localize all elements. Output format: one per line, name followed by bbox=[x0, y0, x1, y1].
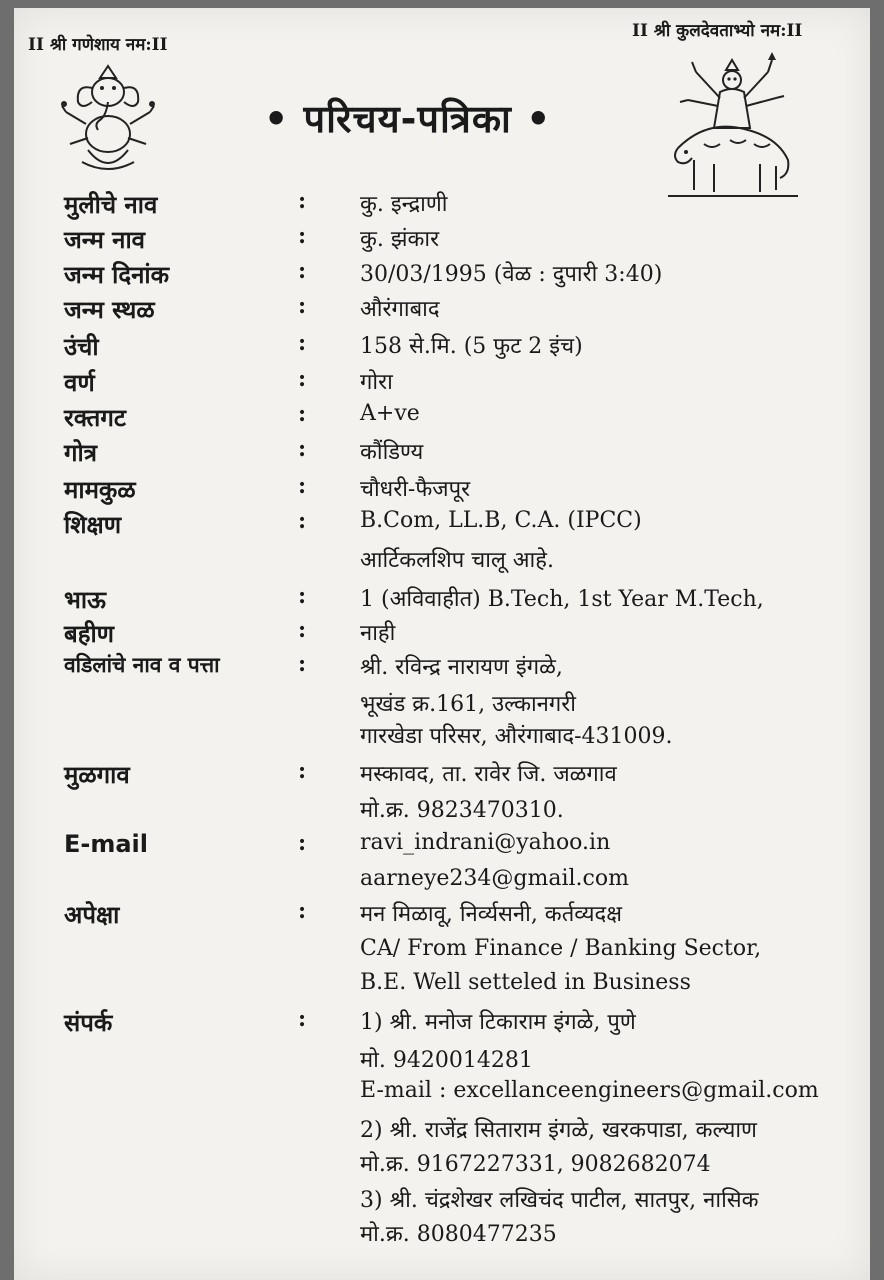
field-colon: : bbox=[298, 473, 307, 499]
field-row bbox=[14, 758, 870, 794]
field-value: A+ve bbox=[360, 401, 420, 426]
field-colon: : bbox=[298, 223, 307, 249]
field-row bbox=[14, 583, 870, 619]
field-value: मन मिळावू, निर्व्यसनी, कर्तव्यदक्ष bbox=[360, 902, 622, 927]
field-label: उंची bbox=[64, 333, 99, 361]
field-value: कु. झंकार bbox=[360, 227, 440, 252]
field-colon: : bbox=[298, 366, 307, 392]
field-row bbox=[14, 1006, 870, 1042]
field-label: E-mail bbox=[64, 830, 149, 858]
field-label: अपेक्षा bbox=[64, 901, 120, 929]
field-value-continuation: मो.क्र. 9167227331, 9082682074 bbox=[360, 1152, 711, 1177]
field-label: मुलीचे नाव bbox=[64, 191, 158, 219]
kuldevta-invocation: II श्री कुलदेवताभ्यो नम:II bbox=[632, 21, 803, 41]
field-colon: : bbox=[298, 758, 307, 784]
field-value-continuation: 2) श्री. राजेंद्र सिताराम इंगळे, खरकपाडा, कल्याण bbox=[360, 1118, 757, 1143]
field-row bbox=[14, 617, 870, 653]
field-value: मस्कावद, ता. रावेर जि. जळगाव bbox=[360, 762, 617, 787]
field-value-continuation: भूखंड क्र.161, उल्कानगरी bbox=[360, 692, 576, 717]
field-row bbox=[14, 830, 870, 866]
field-value-continuation: मो. 9420014281 bbox=[360, 1048, 533, 1073]
field-value: कु. इन्द्राणी bbox=[360, 192, 448, 217]
field-label: मामकुळ bbox=[64, 476, 136, 504]
field-colon: : bbox=[298, 583, 307, 609]
field-value: नाही bbox=[360, 621, 396, 646]
field-colon: : bbox=[298, 508, 307, 534]
field-row bbox=[14, 188, 870, 224]
field-colon: : bbox=[298, 188, 307, 214]
field-colon: : bbox=[298, 830, 307, 856]
field-row bbox=[14, 436, 870, 472]
field-row bbox=[14, 508, 870, 544]
field-colon: : bbox=[298, 898, 307, 924]
field-label: जन्म दिनांक bbox=[64, 261, 170, 289]
field-row bbox=[14, 330, 870, 366]
field-colon: : bbox=[298, 651, 307, 677]
field-value-continuation: गारखेडा परिसर, औरंगाबाद-431009. bbox=[360, 724, 673, 749]
field-colon: : bbox=[298, 401, 307, 427]
field-row bbox=[14, 473, 870, 509]
field-value: B.Com, LL.B, C.A. (IPCC) bbox=[360, 508, 642, 533]
field-row bbox=[14, 651, 870, 687]
field-row bbox=[14, 258, 870, 294]
field-value-continuation: आर्टिकलशिप चालू आहे. bbox=[360, 548, 554, 573]
field-row bbox=[14, 898, 870, 934]
field-colon: : bbox=[298, 436, 307, 462]
field-label: वर्ण bbox=[64, 369, 95, 397]
field-label: शिक्षण bbox=[64, 511, 122, 539]
field-label: संपर्क bbox=[64, 1009, 113, 1037]
field-value-continuation: मो.क्र. 9823470310. bbox=[360, 798, 564, 823]
field-value-continuation: 3) श्री. चंद्रशेखर लखिचंद पाटील, सातपुर, नासिक bbox=[360, 1188, 759, 1213]
field-value-continuation: aarneye234@gmail.com bbox=[360, 866, 629, 891]
document-title: • परिचय-पत्रिका • bbox=[264, 97, 552, 141]
field-value: 158 से.मि. (5 फुट 2 इंच) bbox=[360, 334, 583, 359]
field-label: मुळगाव bbox=[64, 761, 130, 789]
field-label: जन्म स्थळ bbox=[64, 296, 155, 324]
field-label: भाऊ bbox=[64, 586, 106, 614]
field-row bbox=[14, 366, 870, 402]
field-colon: : bbox=[298, 617, 307, 643]
field-colon: : bbox=[298, 1006, 307, 1032]
field-label: जन्म नाव bbox=[64, 226, 146, 254]
field-label: रक्तगट bbox=[64, 404, 126, 432]
field-colon: : bbox=[298, 330, 307, 356]
field-value-continuation: CA/ From Finance / Banking Sector, bbox=[360, 936, 762, 961]
field-row bbox=[14, 223, 870, 259]
field-value: 1) श्री. मनोज टिकाराम इंगळे, पुणे bbox=[360, 1010, 636, 1035]
field-value: चौधरी-फैजपूर bbox=[360, 477, 471, 502]
field-label: गोत्र bbox=[64, 439, 97, 467]
field-colon: : bbox=[298, 293, 307, 319]
biodata-page bbox=[14, 8, 870, 1280]
field-value-continuation: B.E. Well setteled in Business bbox=[360, 970, 691, 995]
field-label: वडिलांचे नाव व पत्ता bbox=[64, 653, 220, 677]
field-value: 1 (अविवाहीत) B.Tech, 1st Year M.Tech, bbox=[360, 587, 764, 612]
field-value: ravi_indrani@yahoo.in bbox=[360, 830, 611, 855]
field-label: बहीण bbox=[64, 620, 115, 648]
field-value: कौंडिण्य bbox=[360, 440, 424, 465]
field-colon: : bbox=[298, 258, 307, 284]
field-value-continuation: मो.क्र. 8080477235 bbox=[360, 1222, 557, 1247]
field-value: 30/03/1995 (वेळ : दुपारी 3:40) bbox=[360, 262, 663, 287]
field-row bbox=[14, 401, 870, 437]
field-value: गोरा bbox=[360, 370, 393, 395]
field-value-continuation: E-mail : excellanceengineers@gmail.com bbox=[360, 1078, 819, 1103]
goddess-on-tiger-illustration-icon bbox=[664, 48, 804, 203]
ganesha-illustration-icon bbox=[52, 58, 164, 178]
field-row bbox=[14, 293, 870, 329]
field-value: औरंगाबाद bbox=[360, 297, 440, 322]
ganesh-invocation: II श्री गणेशाय नम:II bbox=[28, 35, 168, 55]
field-value: श्री. रविन्द्र नारायण इंगळे, bbox=[360, 655, 563, 680]
